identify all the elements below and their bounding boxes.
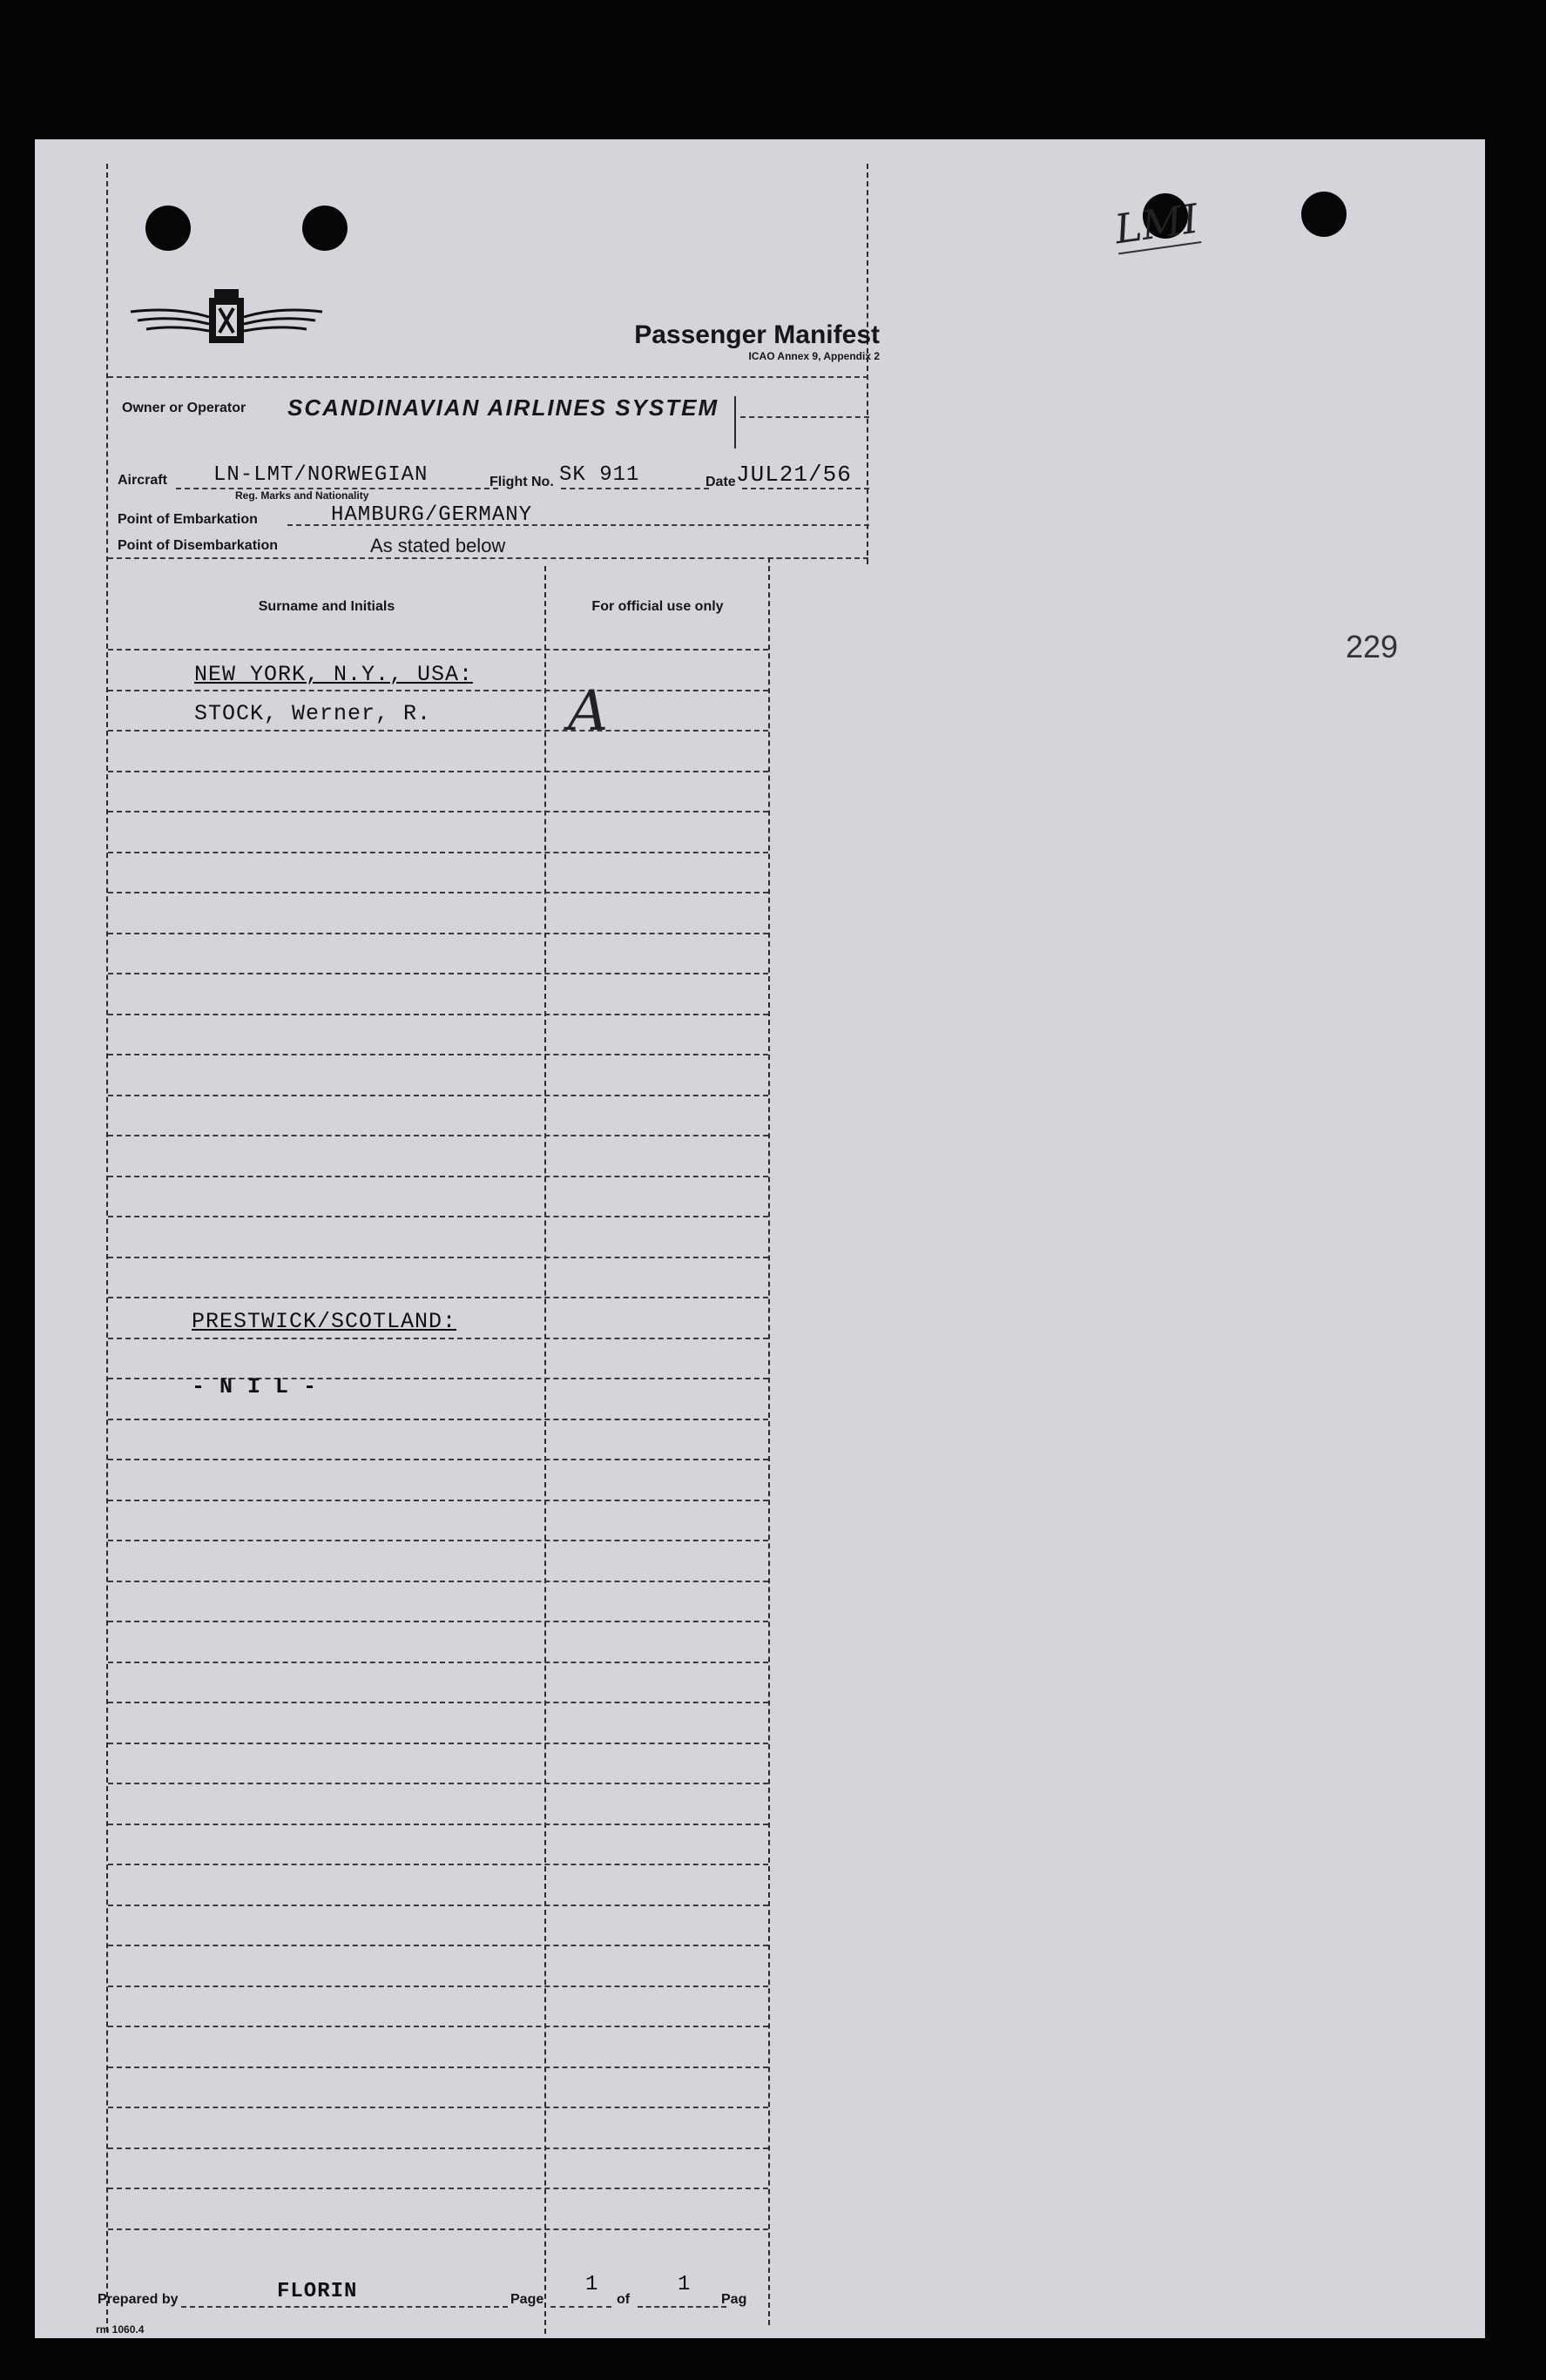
destination-heading-new-york: NEW YORK, N.Y., USA: — [194, 662, 474, 687]
table-row-rule — [108, 2026, 768, 2027]
disembarkation-value: As stated below — [370, 535, 506, 556]
page-label-trailing: Pag — [721, 2292, 747, 2307]
table-row-rule — [108, 1095, 768, 1096]
handwritten-corner-mark: LMI — [1111, 194, 1201, 253]
table-row-rule — [108, 1824, 768, 1825]
punch-hole — [145, 206, 191, 251]
table-row-rule — [108, 1540, 768, 1541]
embarkation-value: HAMBURG/GERMANY — [331, 503, 533, 527]
page-number-stamp: 229 — [1346, 629, 1399, 664]
of-label: of — [617, 2292, 631, 2307]
surname-column-header: Surname and Initials — [258, 599, 395, 614]
table-row-rule — [108, 852, 768, 853]
aircraft-value: LN-LMT/NORWEGIAN — [213, 463, 429, 487]
table-row-rule — [108, 933, 768, 934]
table-row-rule — [108, 1986, 768, 1987]
column-divider — [544, 566, 546, 2334]
official-mark: A — [568, 679, 609, 744]
owner-divider — [734, 396, 736, 448]
of-value: 1 — [678, 2273, 692, 2296]
page-label: Page — [510, 2292, 544, 2307]
table-row-rule — [108, 1945, 768, 1946]
table-row-rule — [108, 1216, 768, 1217]
owner-blank-line — [740, 416, 869, 418]
aircraft-label: Aircraft — [118, 473, 167, 488]
flight-label: Flight No. — [489, 475, 554, 489]
table-row-rule — [108, 1297, 768, 1298]
airline-wings-logo — [122, 286, 331, 355]
table-row-rule — [108, 1054, 768, 1055]
table-row-rule — [108, 1662, 768, 1663]
embarkation-label: Point of Embarkation — [118, 512, 258, 527]
aircraft-sublabel: Reg. Marks and Nationality — [235, 489, 369, 502]
table-row-rule — [108, 649, 768, 651]
form-left-border — [106, 164, 108, 2332]
table-row-rule — [108, 690, 768, 691]
table-row-rule — [108, 1014, 768, 1015]
table-row-rule — [108, 1864, 768, 1865]
nil-entry: - N I L - — [192, 1374, 318, 1399]
table-row-rule — [108, 1338, 768, 1339]
table-row-rule — [108, 1419, 768, 1420]
table-row-rule — [108, 811, 768, 812]
owner-value: SCANDINAVIAN AIRLINES SYSTEM — [287, 394, 719, 421]
punch-hole — [302, 206, 348, 251]
table-row-rule — [108, 2107, 768, 2108]
prepared-by-label: Prepared by — [98, 2292, 179, 2307]
table-row-rule — [108, 2066, 768, 2068]
form-right-border-lower — [768, 557, 770, 2325]
table-row-rule — [108, 730, 768, 732]
flight-line — [561, 488, 709, 489]
notch-rule — [768, 557, 868, 559]
manifest-sheet — [35, 139, 1485, 2338]
table-row-rule — [108, 1135, 768, 1136]
table-row-rule — [108, 2147, 768, 2149]
table-row-rule — [108, 1581, 768, 1582]
date-value: JUL21/56 — [736, 462, 852, 488]
destination-heading-prestwick: PRESTWICK/SCOTLAND: — [192, 1309, 457, 1334]
table-row-rule — [108, 1176, 768, 1177]
date-label: Date — [705, 475, 736, 489]
punch-hole — [1301, 192, 1347, 237]
date-line — [742, 488, 869, 489]
official-column-header: For official use only — [591, 599, 724, 614]
table-row-rule — [108, 2188, 768, 2189]
table-row-rule — [108, 1905, 768, 1906]
disembarkation-label: Point of Disembarkation — [118, 538, 279, 553]
table-row-rule — [108, 1621, 768, 1622]
table-row-rule — [108, 1783, 768, 1784]
logo-bottom-rule — [108, 376, 868, 378]
table-row-rule — [108, 1257, 768, 1258]
table-row-rule — [108, 1743, 768, 1744]
form-title: Passenger Manifest — [634, 320, 880, 349]
header-bottom-rule — [108, 557, 868, 559]
of-line — [638, 2306, 726, 2308]
table-row-rule — [108, 973, 768, 974]
form-code: rm 1060.4 — [96, 2323, 145, 2336]
page-line — [550, 2306, 611, 2308]
page-value: 1 — [585, 2273, 599, 2296]
passenger-name: STOCK, Werner, R. — [194, 701, 432, 726]
table-row-rule — [108, 1500, 768, 1501]
form-subtitle: ICAO Annex 9, Appendix 2 — [748, 350, 880, 362]
owner-label: Owner or Operator — [122, 401, 246, 415]
table-row-rule — [108, 892, 768, 893]
prepared-by-value: FLORIN — [277, 2280, 358, 2303]
table-row-rule — [108, 771, 768, 772]
table-row-rule — [108, 1459, 768, 1460]
flight-value: SK 911 — [559, 463, 640, 487]
table-row-rule — [108, 2228, 768, 2230]
table-row-rule — [108, 1702, 768, 1703]
form-right-border-upper — [867, 164, 868, 564]
prepared-by-line — [181, 2306, 508, 2308]
